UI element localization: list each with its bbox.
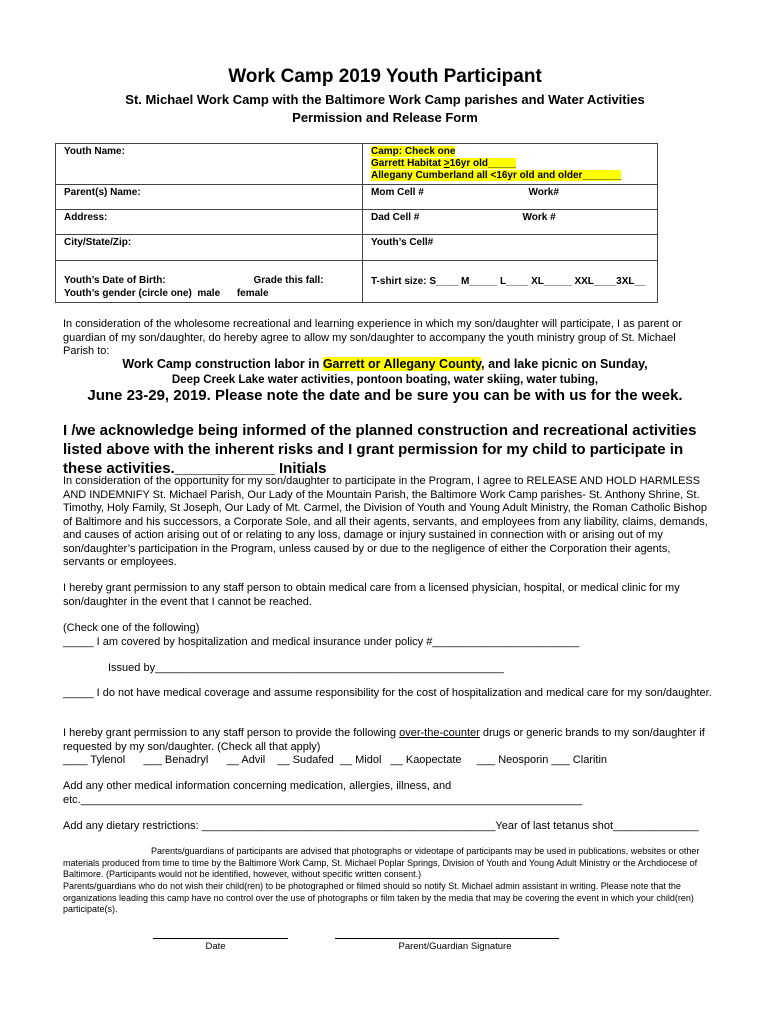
youth-name-field[interactable] [56, 144, 363, 185]
signature-line[interactable] [335, 938, 559, 939]
mom-cell-field[interactable] [363, 185, 658, 210]
activities-line-1: Work Camp construction labor in Garrett or Allegany County, and lake picnic on Sunday, [122, 357, 648, 371]
youth-cell-label: Youth’s Cell# [371, 237, 434, 248]
intro-paragraph: In consideration of the wholesome recreational and learning experience in which my son/daughter will participate, I as parent or guardian of my son/daughter, do hereby agree to allow my son/daughter to accompany the youth ministry group of St. Michael Parish to: [63, 318, 682, 357]
dates-notice: June 23-29, 2019. Please note the date and be sure you can be with us for the week. [87, 387, 683, 404]
no-coverage-option[interactable]: _____ I do not have medical coverage and assume responsibility for the cost of hospitalization and medical care for my son/daughter. [63, 687, 712, 699]
drug-checklist[interactable]: ____ Tylenol ___ Benadryl __ Advil __ Sudafed __ Midol __ Kaopectate ___ Neosporin ___ Claritin [63, 754, 608, 766]
camp-heading: Camp: Check one [371, 146, 456, 157]
camp-option-allegany[interactable]: Allegany Cumberland all <16yr old and older_______ [371, 170, 622, 181]
acknowledge-statement: I /we acknowledge being informed of the planned construction and recreational activities listed above with the inherent risks and I grant permission for my child to participate in these activities.____________ Initials [63, 422, 697, 477]
release-paragraph: In consideration of the opportunity for my son/daughter to participate in the Program, I agree to RELEASE AND HOLD HARMLESS AND INDEMNIFY St. Michael Parish, Our Lady of the Mountain Parish, the Baltimore Work Camp parishes- St. Anthony Shrine, St. Timothy, Holy Family, St Joseph, Our Lady of Mt. Carmel, the Division of Youth and Young Adult Ministry, the Roman Catholic Bishop of Baltimore and his successors, a Corporate Sole, and all their agents, servants, and employees from any liability, claims, demands, and causes of action arising out of or relating to any loss, damage or injury sustained in connection with or arising out of my son/daughter’s participation in the Program, unless caused by or due to the negligence of either the Corporation their agents, servants or employees. [63, 475, 708, 568]
tshirt-label: T-shirt size: S____ M_____ L____ XL_____ XXL____3XL__ [371, 276, 646, 287]
mom-cell-label: Mom Cell # [371, 187, 424, 198]
check-one-label: (Check one of the following) [63, 622, 200, 634]
date-line[interactable] [153, 938, 288, 939]
grade-label: Grade this fall: [253, 275, 324, 286]
form-subtitle: St. Michael Work Camp with the Baltimore Work Camp parishes and Water Activities [125, 92, 645, 107]
photo-notice-2: Parents/guardians who do not wish their child(ren) to be photographed or filmed should so notify St. Michael admin assistant in writing. Please note that the organizations leading this camp have no control over the use of photographs or film taken by the media that may be covering the event in which your child(ren) participate(s). [63, 881, 694, 914]
insurance-covered-option[interactable]: _____ I am covered by hospitalization and medical insurance under policy #________________________ [63, 636, 580, 648]
tshirt-size-field[interactable] [363, 261, 658, 303]
dad-cell-label: Dad Cell # [371, 212, 420, 223]
issued-by-field[interactable]: Issued by_________________________________________________________ [108, 662, 504, 674]
address-field[interactable] [56, 210, 363, 235]
gender-label: Youth’s gender (circle one) male female [64, 288, 269, 299]
parents-name-field[interactable] [56, 185, 363, 210]
city-label: City/State/Zip: [64, 237, 132, 248]
dad-cell-field[interactable] [363, 210, 658, 235]
parents-name-label: Parent(s) Name: [64, 187, 141, 198]
participant-info-table [55, 143, 658, 303]
camp-choice-field[interactable] [363, 144, 658, 185]
city-state-zip-field[interactable] [56, 235, 363, 261]
camp-option-garrett[interactable]: Garrett Habitat >16yr old_____ [371, 158, 516, 169]
dad-work-label: Work # [522, 212, 556, 223]
other-medical-info-field[interactable]: Add any other medical information concerning medication, allergies, illness, and etc.__________________________________________________________________________________ [63, 780, 583, 806]
dietary-tetanus-field[interactable]: Add any dietary restrictions: ________________________________________________Year of last tetanus shot______________ [63, 820, 699, 832]
otc-permission: I hereby grant permission to any staff person to provide the following over-the-counter drugs or generic brands to my son/daughter if requested by my son/daughter. (Check all that apply) [63, 727, 705, 753]
date-label: Date [205, 941, 226, 952]
form-title: Work Camp 2019 Youth Participant [228, 66, 542, 87]
youth-cell-field[interactable] [363, 235, 658, 261]
youth-name-label: Youth Name: [64, 146, 125, 157]
activities-line-2: Deep Creek Lake water activities, pontoon boating, water skiing, water tubing, [171, 374, 599, 386]
signature-label: Parent/Guardian Signature [398, 941, 512, 952]
dob-gender-field[interactable] [56, 261, 363, 303]
photo-notice-1: Parents/guardians of participants are advised that photographs or videotape of participants may be used in publications, websites or other materials produced from time to time by the Baltimore Work Camp, St. Michael Poplar Springs, Division of Youth and Young Adult Ministry or the Archdiocese of Baltimore. (Participants would not be identified, however, without specific written consent.) [63, 846, 700, 879]
medical-permission: I hereby grant permission to any staff person to obtain medical care from a licensed physician, hospital, or medical clinic for my son/daughter in the event that I cannot be reached. [63, 582, 680, 608]
dob-label: Youth’s Date of Birth: [64, 275, 166, 286]
address-label: Address: [64, 212, 108, 223]
mom-work-label: Work# [528, 187, 559, 198]
form-subtitle-2: Permission and Release Form [292, 110, 478, 125]
